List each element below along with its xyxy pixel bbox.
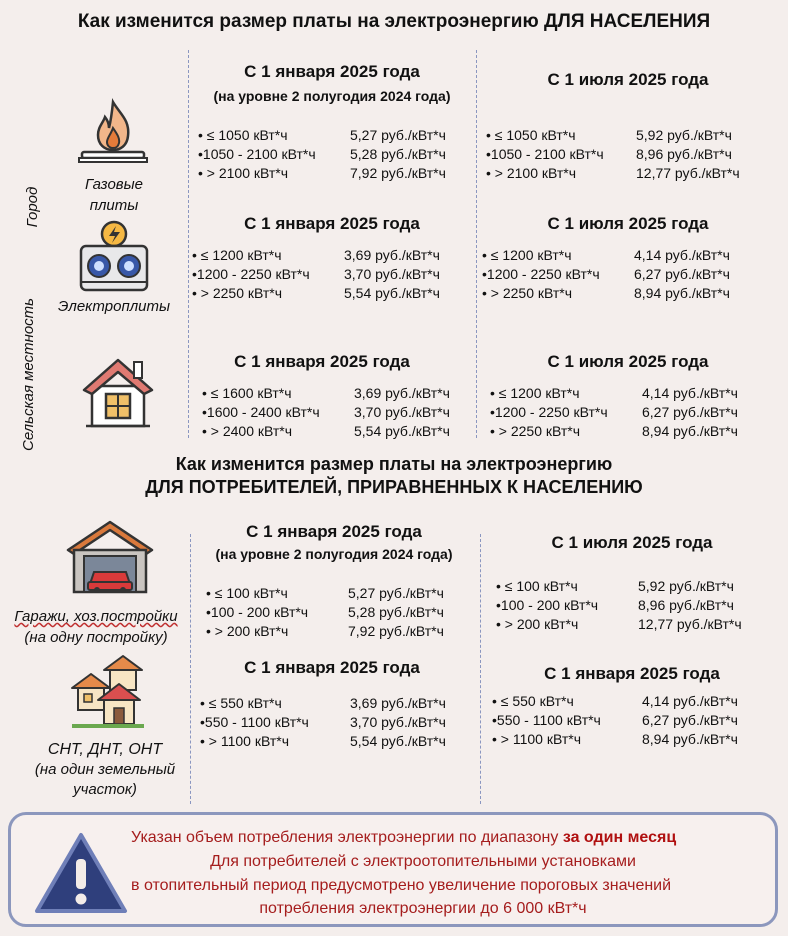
gas-left-price-2: 5,28 руб./кВт*ч [350, 146, 446, 162]
notice-line-1-text: Указан объем потребления электроэнергии по диапазону [131, 829, 563, 846]
electric-right-price-1: 4,14 руб./кВт*ч [634, 247, 730, 263]
garage-left-price-1: 5,27 руб./кВт*ч [348, 585, 444, 601]
side-label-rural: Сельская местность [20, 297, 37, 451]
snt-right-price-2: 6,27 руб./кВт*ч [642, 712, 738, 728]
divider-4 [480, 534, 481, 804]
garage-right-range-3: • > 200 кВт*ч [496, 616, 579, 632]
electric-left-range-2: •1200 - 2250 кВт*ч [192, 266, 310, 282]
garage-right-range-1: • ≤ 100 кВт*ч [496, 578, 578, 594]
garage-left-range-3: • > 200 кВт*ч [206, 623, 289, 639]
snt-left-range-1: • ≤ 550 кВт*ч [200, 695, 282, 711]
electric-right-range-3: • > 2250 кВт*ч [482, 285, 573, 301]
rural-right-price-1: 4,14 руб./кВт*ч [642, 385, 738, 401]
divider-2 [476, 50, 477, 438]
garage-icon [64, 516, 156, 596]
notice-line-1-bold: за один месяц [562, 829, 677, 846]
snt-left-range-3: • > 1100 кВт*ч [200, 733, 290, 749]
notice-box [8, 812, 778, 927]
garage-left-range-1: • ≤ 100 кВт*ч [206, 585, 288, 601]
rural-left-price-2: 3,70 руб./кВт*ч [354, 404, 450, 420]
gas-right-price-3: 12,77 руб./кВт*ч [636, 165, 740, 181]
rural-left-price-1: 3,69 руб./кВт*ч [354, 385, 450, 401]
garage-left-price-3: 7,92 руб./кВт*ч [348, 623, 444, 639]
electric-left-price-2: 3,70 руб./кВт*ч [344, 266, 440, 282]
garage-label [6, 606, 186, 648]
electric-left-range-1: • ≤ 1200 кВт*ч [192, 247, 282, 263]
gas-stove-label-line1: Газовые [84, 176, 144, 193]
snt-left-price-1: 3,69 руб./кВт*ч [350, 695, 446, 711]
garage-right-head: С 1 июля 2025 года [551, 533, 713, 552]
electric-left-price-3: 5,54 руб./кВт*ч [344, 285, 440, 301]
gas-right-price-1: 5,92 руб./кВт*ч [636, 127, 732, 143]
rural-left-range-1: • ≤ 1600 кВт*ч [202, 385, 292, 401]
garage-right-price-3: 12,77 руб./кВт*ч [638, 616, 742, 632]
gas-left-range-2: •1050 - 2100 кВт*ч [198, 146, 316, 162]
snt-right-range-1: • ≤ 550 кВт*ч [492, 693, 574, 709]
gas-stove-icon [76, 98, 150, 168]
electric-left-price-1: 3,69 руб./кВт*ч [344, 247, 440, 263]
section2-title-line1: Как изменится размер платы на электроэнергию [175, 454, 613, 474]
rural-right-price-3: 8,94 руб./кВт*ч [642, 423, 738, 439]
electric-left-head: С 1 января 2025 года [244, 214, 420, 233]
snt-right-range-2: •550 - 1100 кВт*ч [492, 712, 601, 728]
gas-left-price-1: 5,27 руб./кВт*ч [350, 127, 446, 143]
garage-right-price-2: 8,96 руб./кВт*ч [638, 597, 734, 613]
notice-line-3: в отопительный период предусмотрено увеличение пороговых значений [131, 877, 672, 894]
gas-left-sub: (на уровне 2 полугодия 2024 года) [213, 88, 451, 104]
electric-right-range-1: • ≤ 1200 кВт*ч [482, 247, 572, 263]
garage-right-range-2: •100 - 200 кВт*ч [496, 597, 599, 613]
snt-right-head: С 1 января 2025 года [544, 664, 720, 683]
snt-label [30, 740, 180, 800]
snt-label-line3: участок) [73, 781, 137, 798]
garage-label-line2: (на одну постройку) [24, 629, 168, 646]
gas-right-price-2: 8,96 руб./кВт*ч [636, 146, 732, 162]
snt-label-line2: (на один земельный [34, 761, 176, 778]
electric-left-range-3: • > 2250 кВт*ч [192, 285, 283, 301]
rural-left-range-2: •1600 - 2400 кВт*ч [202, 404, 320, 420]
garage-label-line1: Гаражи, хоз.постройки [14, 608, 178, 625]
gas-right-range-2: •1050 - 2100 кВт*ч [486, 146, 604, 162]
electric-right-head: С 1 июля 2025 года [547, 214, 709, 233]
snt-label-line1: СНТ, ДНТ, ОНТ [47, 741, 163, 758]
snt-left-price-3: 5,54 руб./кВт*ч [350, 733, 446, 749]
electric-right-price-3: 8,94 руб./кВт*ч [634, 285, 730, 301]
rural-right-range-2: •1200 - 2250 кВт*ч [490, 404, 608, 420]
gas-left-range-3: • > 2100 кВт*ч [198, 165, 289, 181]
gas-stove-label-line2: плиты [89, 197, 139, 214]
electric-right-range-2: •1200 - 2250 кВт*ч [482, 266, 600, 282]
gas-left-price-3: 7,92 руб./кВт*ч [350, 165, 446, 181]
garage-left-sub: (на уровне 2 полугодия 2024 года) [215, 546, 453, 562]
rural-left-head: С 1 января 2025 года [234, 352, 410, 371]
side-label-city: Город [24, 186, 41, 228]
snt-left-range-2: •550 - 1100 кВт*ч [200, 714, 309, 730]
gas-stove-label [62, 174, 166, 216]
snt-right-range-3: • > 1100 кВт*ч [492, 731, 582, 747]
rural-right-range-1: • ≤ 1200 кВт*ч [490, 385, 580, 401]
garage-right-price-1: 5,92 руб./кВт*ч [638, 578, 734, 594]
gas-right-head: С 1 июля 2025 года [547, 70, 709, 89]
electric-stove-icon [78, 220, 150, 292]
rural-left-range-3: • > 2400 кВт*ч [202, 423, 293, 439]
rural-right-price-2: 6,27 руб./кВт*ч [642, 404, 738, 420]
electric-stove-label: Электроплиты [57, 298, 171, 315]
gas-left-range-1: • ≤ 1050 кВт*ч [198, 127, 288, 143]
village-houses-icon [70, 652, 146, 728]
rural-right-range-3: • > 2250 кВт*ч [490, 423, 581, 439]
house-icon [80, 352, 156, 428]
notice-line-2: Для потребителей с электроотопительными установками [210, 853, 636, 870]
rural-right-head: С 1 июля 2025 года [547, 352, 709, 371]
gas-right-range-3: • > 2100 кВт*ч [486, 165, 577, 181]
electric-right-price-2: 6,27 руб./кВт*ч [634, 266, 730, 282]
garage-left-head: С 1 января 2025 года [246, 522, 422, 541]
divider-1 [188, 50, 189, 438]
gas-left-head: С 1 января 2025 года [244, 62, 420, 81]
section1-title: Как изменится размер платы на электроэнергию ДЛЯ НАСЕЛЕНИЯ [77, 11, 711, 32]
snt-right-price-1: 4,14 руб./кВт*ч [642, 693, 738, 709]
section2-title-line2: ДЛЯ ПОТРЕБИТЕЛЕЙ, ПРИРАВНЕННЫХ К НАСЕЛЕНИЮ [145, 477, 643, 497]
gas-right-range-1: • ≤ 1050 кВт*ч [486, 127, 576, 143]
notice-line-4: потребления электроэнергии до 6 000 кВт*ч [259, 900, 587, 917]
snt-left-head: С 1 января 2025 года [244, 658, 420, 677]
garage-left-price-2: 5,28 руб./кВт*ч [348, 604, 444, 620]
snt-right-price-3: 8,94 руб./кВт*ч [642, 731, 738, 747]
notice-line-1 [131, 829, 676, 847]
rural-left-price-3: 5,54 руб./кВт*ч [354, 423, 450, 439]
garage-left-range-2: •100 - 200 кВт*ч [206, 604, 309, 620]
snt-left-price-2: 3,70 руб./кВт*ч [350, 714, 446, 730]
